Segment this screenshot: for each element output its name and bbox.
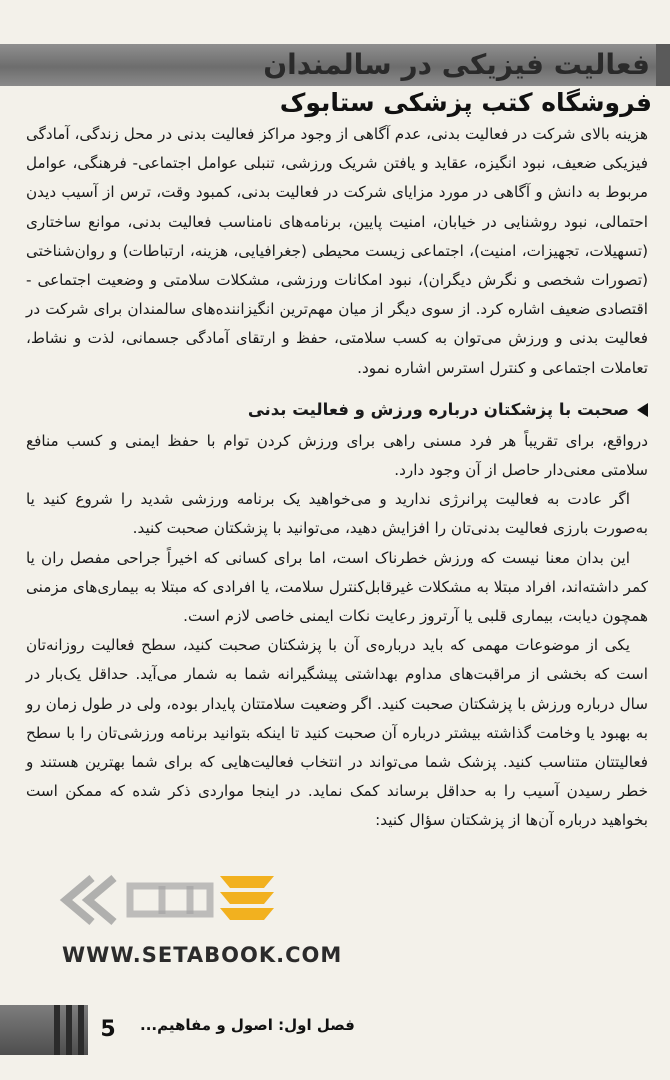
paragraph: هزینه بالای شرکت در فعالیت بدنی، عدم آگاهی از وجود مراکز فعالیت بدنی در محل زندگی، آمادگی فیزیکی ضعیف، نبود انگیزه، عقاید و یافتن شریک ورزشی، تنبلی عوامل اجتماعی- فرهنگی، عوامل مربوط به دانش و آگاهی در مورد مزایای شرکت در فعالیت بدنی، کمبود وقت، ترس از آسیب دیدن احتمالی، نبود روشنایی در خیابان، امنیت پایین، برنامه‌های نامناسب فعالیت بدنی، موانع ساختاری (تسهیلات، تجهیزات، امنیت)، اجتماعی زیست محیطی (جغرافیایی، هزینه، ارتباطات) و روان‌شناختی (تصورات شخصی و نگرش دیگران)، نبود امکانات ورزشی، مشکلات سلامتی و وضعیت اجتماعی - اقتصادی ضعیف اشاره کرد. از سوی دیگر از میان مهم‌ترین انگیزاننده‌های سالمندان برای شرکت در فعالیت بدنی و ورزش می‌توان به کسب سلامتی، حفظ و ارتقای آمادگی جسمانی، لذت و نشاط، تعاملات اجتماعی و کنترل استرس اشاره نمود. [26,125,648,377]
footer-stripe [66,1005,72,1055]
footer-band [0,1005,88,1055]
footer-stripe [78,1005,84,1055]
paragraph: درواقع، برای تقریباً هر فرد مسنی راهی برای ورزش کردن توام با حفظ ایمنی و کسب منافع سلامتی معنی‌دار حاصل از آن وجود دارد. [26,431,648,480]
page-number: 5 [100,1017,116,1042]
setabook-logo-icon [52,868,282,932]
paragraph: اگر عادت به فعالیت پرانرژی ندارید و می‌خواهید یک برنامه ورزشی شدید را شروع کنید یا به‌صورت بارزی فعالیت بدنی‌تان را افزایش دهید، می‌توانید با پزشکتان صحبت کنید. [26,490,648,538]
triangle-bullet-icon [637,403,648,417]
chapter-title: فصل اول: اصول و مفاهیم... [140,1016,355,1034]
body-text [26,120,648,836]
store-watermark-text: فروشگاه کتب پزشکی ستابوک [279,88,652,117]
section-heading [26,395,648,425]
paragraph: این بدان معنا نیست که ورزش خطرناک است، اما برای کسانی که اخیراً جراحی مفصل ران یا کمر داشته‌اند، افراد مبتلا به مشکلات غیرقابل‌کنترل سلامت، یا افرادی که مبتلا به بیماری‌های مزمنی همچون دیابت، بیماری قلبی یا آرتروز رعایت نکات ایمنی خاصی لازم است. [26,548,648,626]
header-edge-tab [656,44,670,86]
running-header-title: فعالیت فیزیکی در سالمندان [263,48,650,81]
watermark-url: WWW.SETABOOK.COM [62,943,343,967]
footer-stripe [54,1005,60,1055]
paragraph: یکی از موضوعات مهمی که باید درباره‌ی آن با پزشکتان صحبت کنید، سطح فعالیت روزانه‌تان است که بخشی از مراقبت‌های مداوم بهداشتی پیشگیرانه شما به شمار می‌آید. حداقل یک‌بار در سال درباره ورزش با پزشکتان صحبت کنید. اگر وضعیت سلامتتان پایدار بوده، ولی در طول زمان رو به بهبود یا وخامت گذاشته بیشتر درباره آن صحبت کنید تا اینکه بتوانید برنامه ورزشی‌تان را با سطح فعالیتتان متناسب کنید. پزشک شما می‌تواند در انتخاب فعالیت‌هایی که برای شما بهترین هستند و خطر رسیدن آسیب را به حداقل برساند کمک نماید. در اینجا مواردی ذکر شده که ممکن است بخواهید درباره آن‌ها از پزشکتان سؤال کنید: [26,636,648,830]
section-heading-text: صحبت با پزشکتان درباره ورزش و فعالیت بدنی [247,399,629,419]
